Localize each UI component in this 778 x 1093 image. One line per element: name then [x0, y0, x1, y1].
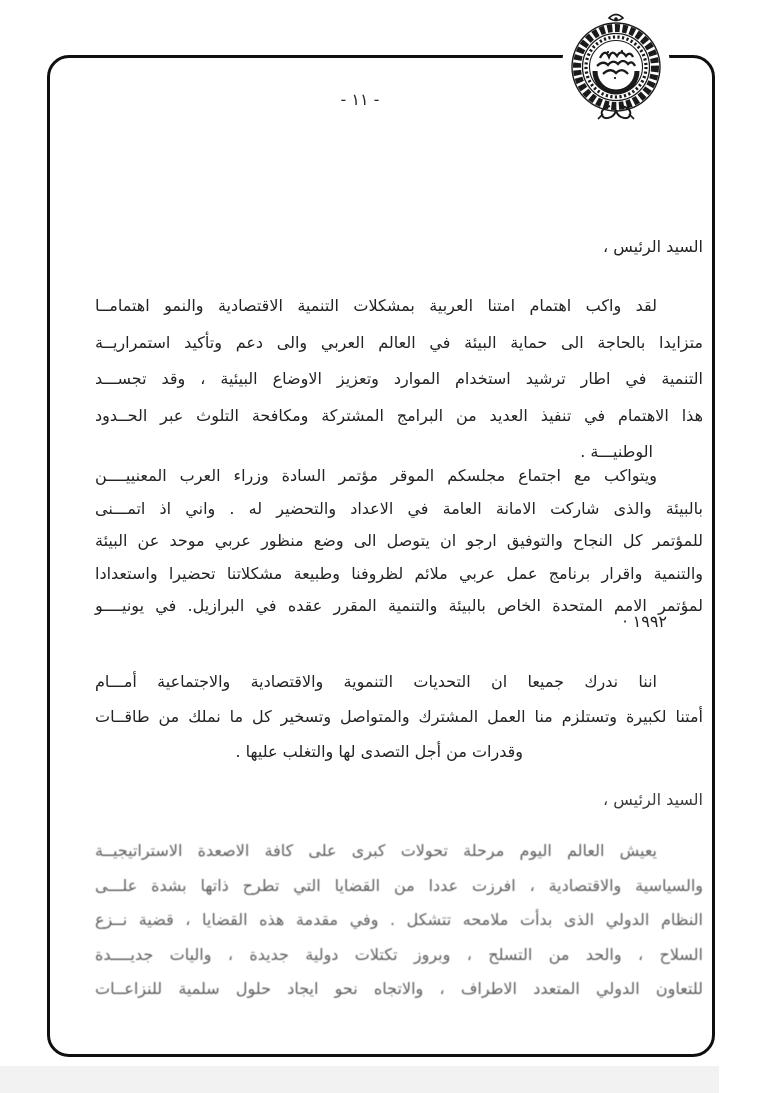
letter-body — [95, 0, 703, 1093]
paragraph-line: للمؤتمر كل النجاح والتوفيق ارجو ان يتوصل الى وضع منظور عربي موحد عن البيئة — [95, 531, 703, 550]
paragraph-3 — [95, 664, 703, 769]
year-line: ١٩٩٢ · — [622, 612, 667, 631]
paragraph-line: التنمية في اطار ترشيد استخدام الموارد وتعزيز الاوضاع البيئية ، وقد تجســـد — [95, 369, 703, 388]
paragraph-line: والتنمية واقرار برنامج عمل عربي ملائم لظروفنا وطبيعة مشكلاتنا تحضيرا واستعدادا — [95, 563, 703, 583]
paragraph-line: اننا ندرك جميعا ان التحديات التنموية والاقتصادية والاجتماعية أمـــام — [95, 672, 657, 691]
paragraph-line: لمؤتمر الامم المتحدة الخاص بالبيئة والتنمية المقرر عقده في البرازيل. في يونيــــو — [95, 596, 703, 615]
paragraph-2 — [95, 460, 703, 623]
paragraph-line: يعيش العالم اليوم مرحلة تحولات كبرى على كافة الاصعدة الاستراتيجيــة — [95, 841, 657, 860]
paragraph-line: السلاح ، والحد من التسلح ، وبروز تكتلات دولية جديدة ، واليات جديــــدة — [95, 944, 703, 964]
paragraph-line: بالبيئة والذى شاركت الامانة العامة في الاعداد والتحضير له . واني اذ اتمـــنى — [95, 498, 703, 518]
paragraph-1 — [95, 288, 703, 471]
paragraph-line: والسياسية والاقتصادية ، افرزت عددا من القضايا التي تطرح ذاتها بشدة علـــى — [95, 875, 703, 895]
paragraph-line: للتعاون الدولي المتعدد الاطراف ، والاتجاه نحو ايجاد حلول سلمية للنزاعــات — [95, 979, 703, 998]
page-number: - ١١ - — [340, 90, 380, 109]
paragraph-line: متزايدا بالحاجة الى حماية البيئة في العالم العربي والى دعم وتأكيد استمراريــة — [95, 332, 703, 352]
paragraph-line: أمتنا لكبيرة وتستلزم منا العمل المشترك والمتواصل وتسخير كل ما نملك من طاقــات — [95, 707, 703, 726]
paragraph-line: لقد واكب اهتمام امتنا العربية بمشكلات التنمية الاقتصادية والنمو اهتمامــا — [95, 296, 657, 315]
paragraph-line: ويتواكب مع اجتماع مجلسكم الموقر مؤتمر السادة وزراء العرب المعنييــــن — [95, 466, 657, 485]
paragraph-4 — [95, 834, 703, 1007]
paragraph-line: النظام الدولي الذى بدأت ملامحه تتشكل . وفي مقدمة هذه القضايا ، قضية نــزع — [95, 910, 703, 929]
salutation: السيد الرئيس ، — [603, 790, 703, 809]
paragraph-line: الوطنيـــة . — [580, 442, 653, 461]
paragraph-line: وقدرات من أجل التصدى لها والتغلب عليها . — [235, 742, 523, 761]
paragraph-line: هذا الاهتمام في تنفيذ العديد من البرامج المشتركة ومكافحة التلوث عبر الحــدود — [95, 405, 703, 425]
salutation: السيد الرئيس ، — [603, 237, 703, 256]
